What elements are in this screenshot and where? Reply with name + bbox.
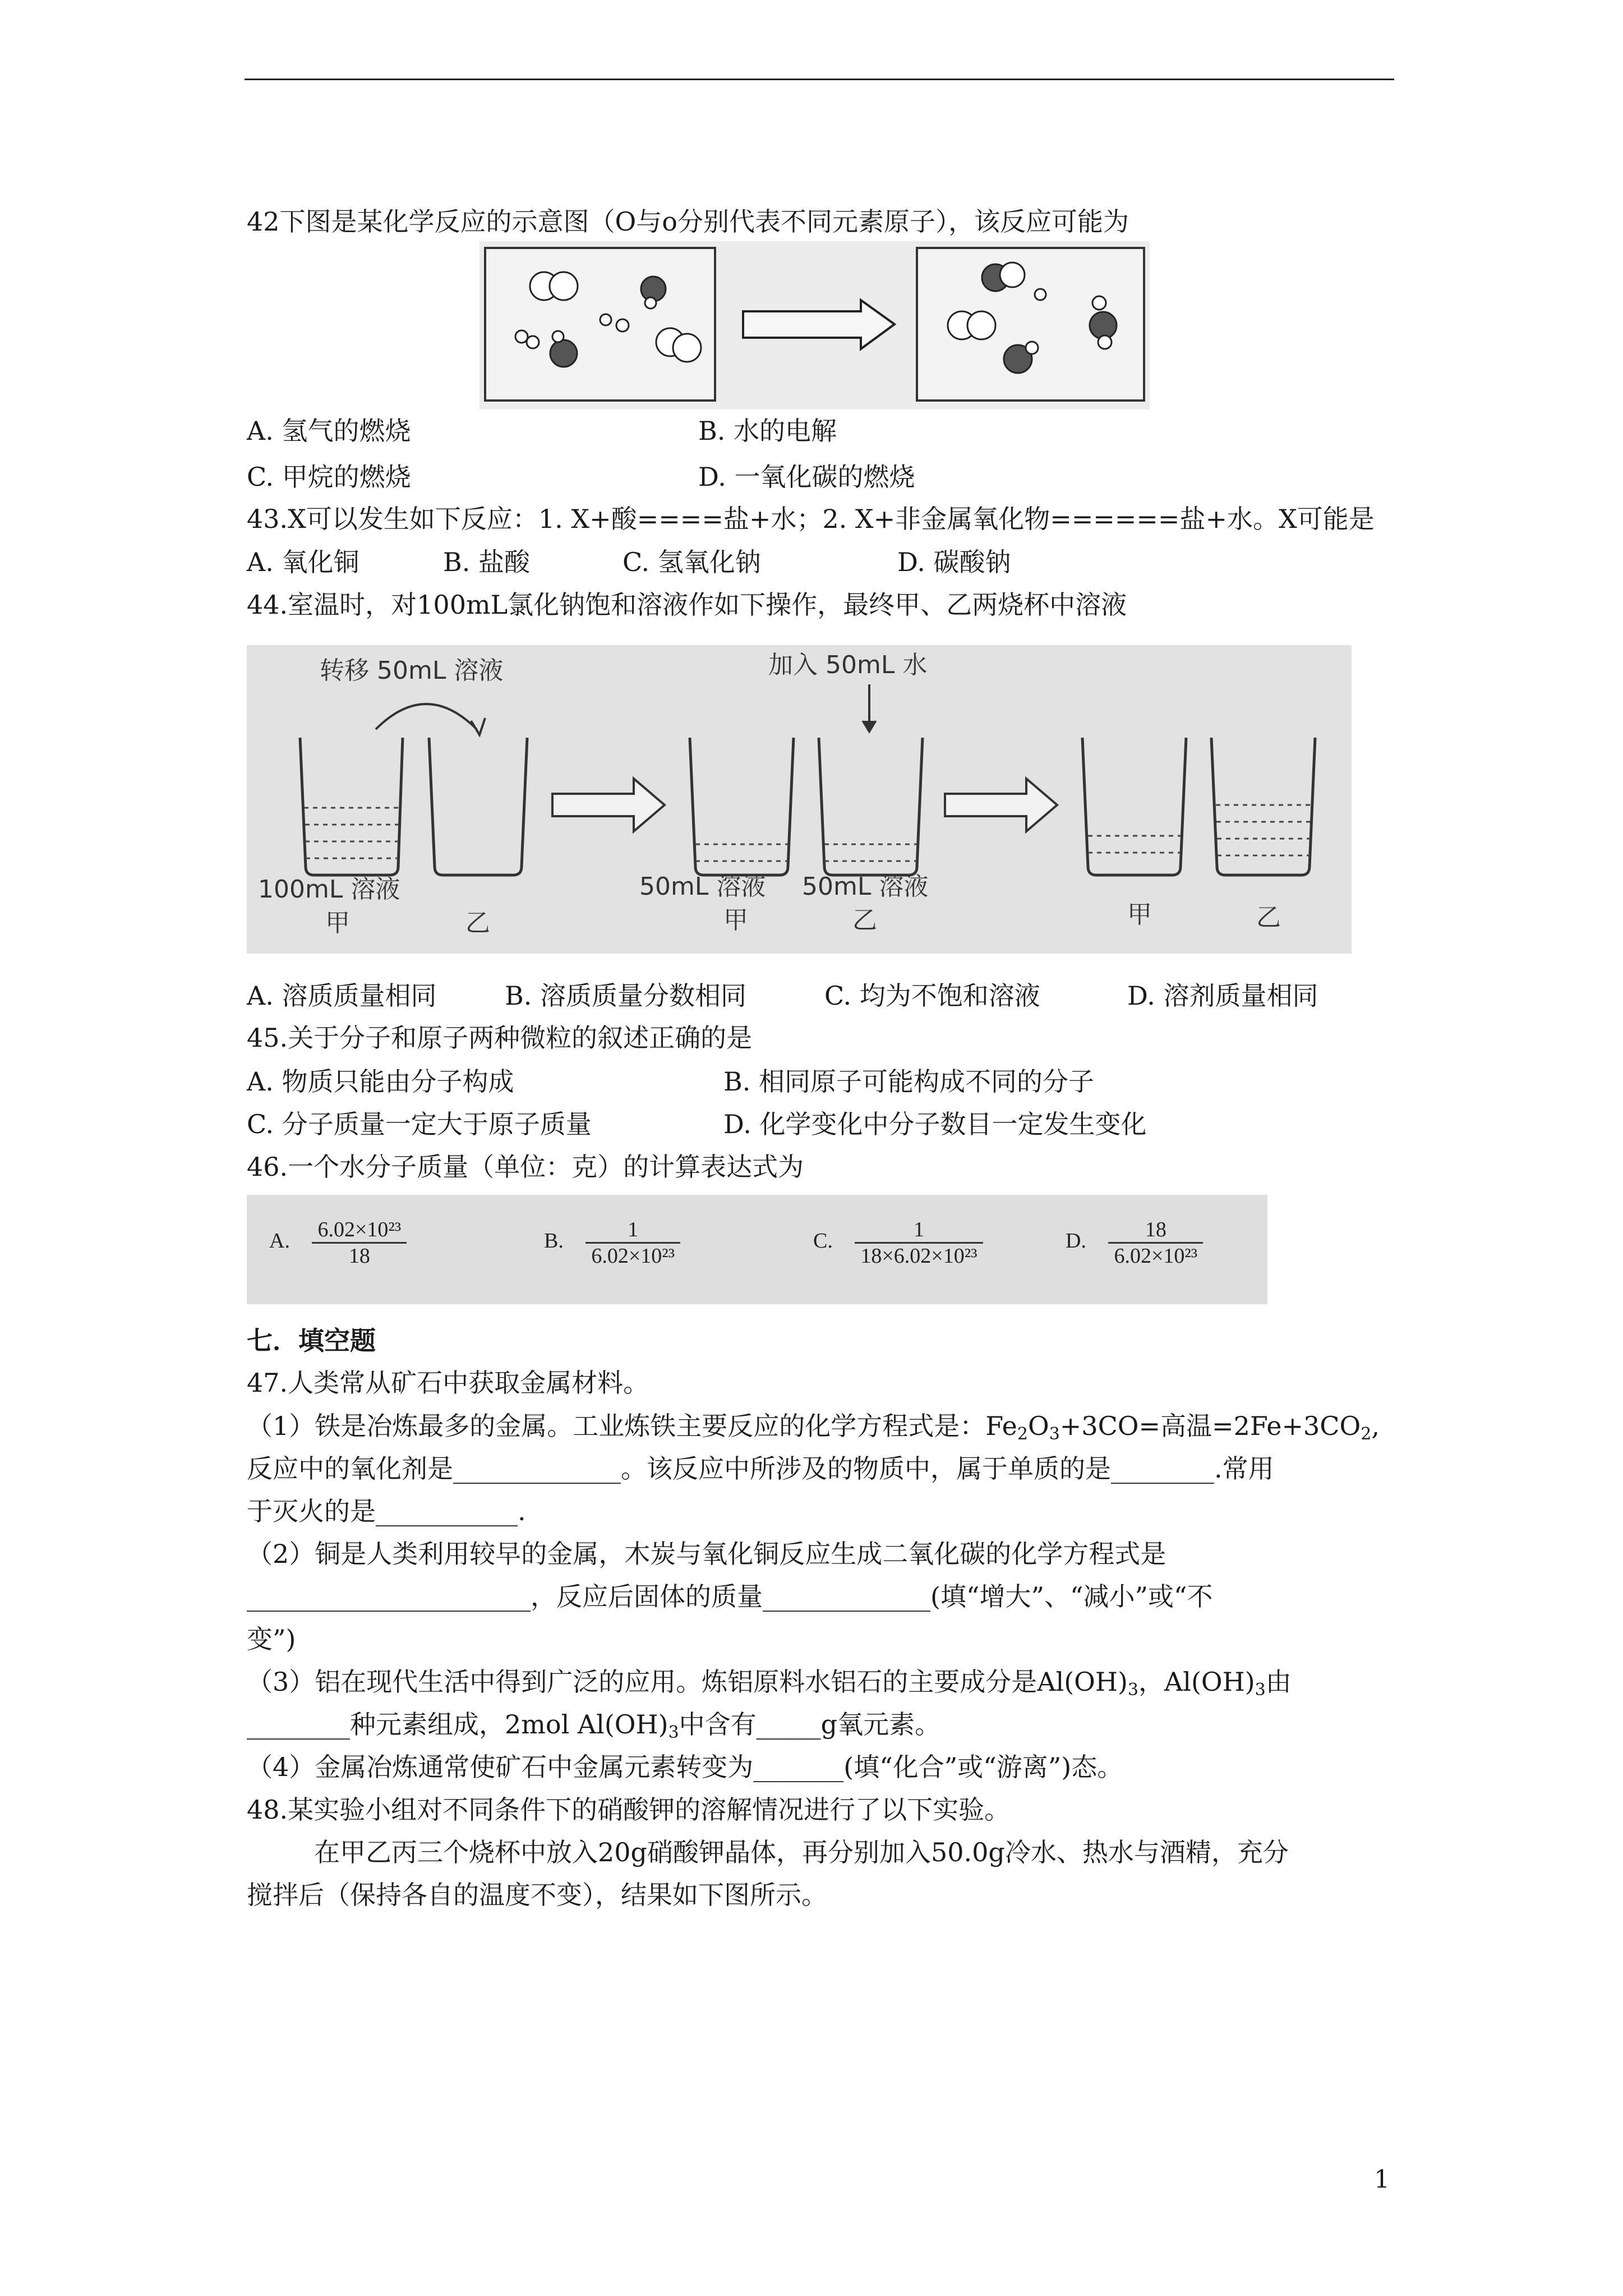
q46-option-b[interactable]: B. $\frac{1}{\text{6.02×10²³}}$: [544, 1217, 680, 1268]
q48-paragraph-line1: 在甲乙丙三个烧杯中放入20g硝酸钾晶体，再分别加入50.0g冷水、热水与酒精，充分: [314, 1837, 1289, 1867]
beaker-4: [819, 738, 923, 875]
label-yi-1: 乙: [465, 909, 490, 937]
q46-stem: 46.一个水分子质量（单位：克）的计算表达式为: [247, 1152, 804, 1182]
q43-stem: 43.X可以发生如下反应：1. X+酸====盐+水；2. X+非金属氧化物======盐+水。X可能是: [247, 504, 1375, 534]
beaker-5: [1082, 738, 1186, 875]
section-7-title: 七．填空题: [247, 1326, 376, 1356]
q45-option-c[interactable]: C. 分子质量一定大于原子质量: [247, 1109, 592, 1139]
q47-part2-line3: 变”): [247, 1624, 296, 1654]
q46-option-d[interactable]: D. $\frac{18}{\text{6.02×10²³}}$: [1066, 1217, 1203, 1268]
q44-option-b[interactable]: B. 溶质质量分数相同: [505, 981, 747, 1011]
q43-option-d[interactable]: D. 碳酸钠: [897, 547, 1011, 577]
q44-beaker-figure: [247, 645, 1352, 954]
q45-option-b[interactable]: B. 相同原子可能构成不同的分子: [723, 1066, 1095, 1097]
label-add-water: 加入 50mL 水: [768, 651, 928, 679]
label-transfer: 转移 50mL 溶液: [320, 656, 504, 685]
q47-part2-line2: ______________________，反应后固体的质量_____________(填“增大”、“减小”或“不: [247, 1581, 1213, 1612]
beaker-2: [429, 738, 527, 875]
beaker-diagram: [247, 645, 1352, 954]
label-50ml-b: 50mL 溶液: [802, 872, 929, 901]
q42-reaction-figure: [479, 241, 1150, 409]
q42-option-c[interactable]: C. 甲烷的燃烧: [247, 462, 411, 492]
q48-stem: 48.某实验小组对不同条件下的硝酸钾的溶解情况进行了以下实验。: [247, 1795, 1011, 1825]
label-jia-2: 甲: [723, 906, 748, 935]
reaction-arrow: [743, 300, 895, 349]
q45-option-d[interactable]: D. 化学变化中分子数目一定发生变化: [723, 1109, 1147, 1139]
q46-option-a[interactable]: A. $\frac{\text{6.02×10²³}}{18}$: [269, 1217, 407, 1268]
q44-stem: 44.室温时，对100mL氯化钠饱和溶液作如下操作，最终甲、乙两烧杯中溶液: [247, 590, 1127, 620]
q46-options-figure: [247, 1195, 1267, 1304]
label-jia-1: 甲: [325, 909, 350, 937]
q47-stem: 47.人类常从矿石中获取金属材料。: [247, 1368, 649, 1398]
q45-stem: 45.关于分子和原子两种微粒的叙述正确的是: [247, 1023, 753, 1053]
beaker-3: [690, 738, 794, 875]
q47-part4: （4）金属冶炼通常使矿石中金属元素转变为_______(填“化合”或“游离”)态。: [247, 1752, 1123, 1782]
q42-stem: 42下图是某化学反应的示意图（O与o分别代表不同元素原子），该反应可能为: [247, 206, 1129, 237]
q42-option-b[interactable]: B. 水的电解: [698, 416, 837, 446]
page-number: 1: [1374, 2165, 1390, 2194]
beaker-6: [1211, 738, 1315, 875]
label-jia-3: 甲: [1127, 900, 1152, 929]
q47-part1-line3: 于灭火的是___________.: [247, 1496, 526, 1526]
q46-option-c[interactable]: C. $\frac{1}{\text{18×6.02×10²³}}$: [813, 1217, 983, 1268]
q42-option-d[interactable]: D. 一氧化碳的燃烧: [698, 462, 915, 492]
q47-part2-line1: （2）铜是人类利用较早的金属，木炭与氧化铜反应生成二氧化碳的化学方程式是: [247, 1539, 1166, 1569]
reaction-diagram: [479, 241, 1150, 409]
q42-option-a[interactable]: A. 氢气的燃烧: [247, 416, 411, 446]
q45-option-a[interactable]: A. 物质只能由分子构成: [247, 1066, 514, 1097]
label-50ml-a: 50mL 溶液: [639, 872, 766, 901]
label-yi-3: 乙: [1256, 903, 1281, 932]
q43-option-c[interactable]: C. 氢氧化钠: [623, 547, 761, 577]
q44-option-c[interactable]: C. 均为不饱和溶液: [824, 981, 1040, 1011]
q47-part1-line1: （1）铁是冶炼最多的金属。工业炼铁主要反应的化学方程式是：$Fe_2O_3+3CO=$高温$=2Fe+3CO_2$,: [247, 1411, 1380, 1444]
label-100ml: 100mL 溶液: [258, 875, 400, 904]
q47-part3-line1: （3）铝在现代生活中得到广泛的应用。炼铝原料水铝石的主要成分是$Al(OH)_3$，$Al(OH)_3$由: [247, 1667, 1292, 1700]
q44-option-d[interactable]: D. 溶剂质量相同: [1127, 981, 1318, 1011]
beaker-1: [300, 738, 403, 875]
reactant-box: [485, 248, 715, 401]
q47-part3-line2: ________种元素组成，2mol $Al(OH)_3$中含有_____g氧元素。: [247, 1709, 941, 1742]
header-rule: [245, 79, 1394, 80]
label-yi-2: 乙: [852, 906, 877, 935]
q43-option-a[interactable]: A. 氧化铜: [247, 547, 359, 577]
q44-option-a[interactable]: A. 溶质质量相同: [247, 981, 437, 1011]
q48-paragraph-line2: 搅拌后（保持各自的温度不变），结果如下图所示。: [247, 1880, 827, 1910]
q43-option-b[interactable]: B. 盐酸: [443, 547, 531, 577]
q47-part1-line2: 反应中的氧化剂是_____________。该反应中所涉及的物质中，属于单质的是________.常用: [247, 1453, 1274, 1484]
